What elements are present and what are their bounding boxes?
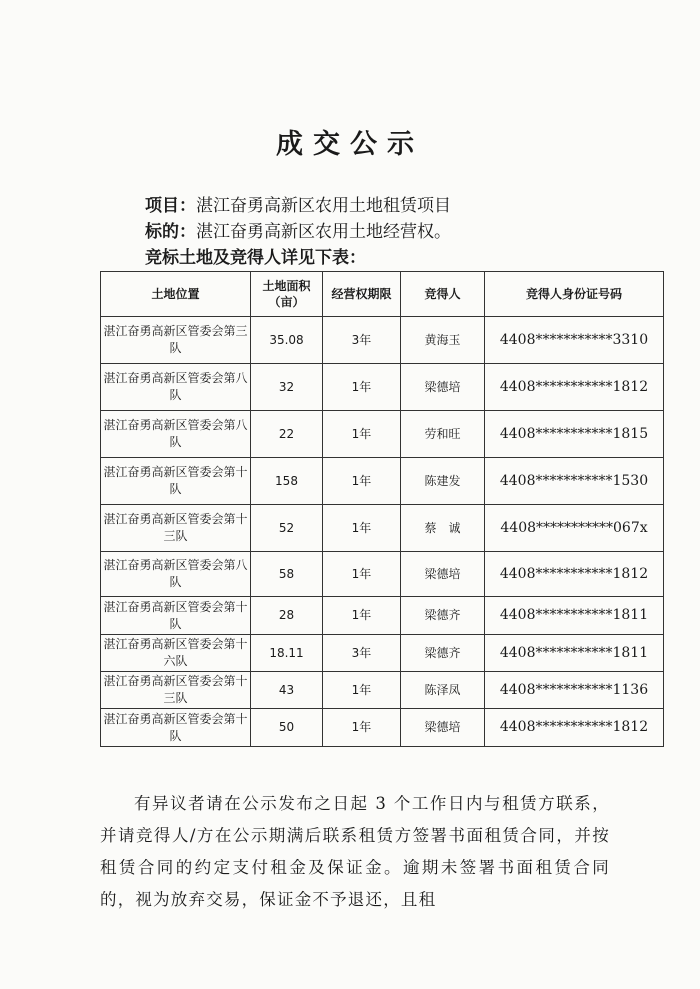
cell-area: 28 — [251, 597, 323, 635]
cell-location: 湛江奋勇高新区管委会第十队 — [101, 458, 251, 505]
cell-term: 1年 — [323, 552, 401, 597]
cell-term: 1年 — [323, 709, 401, 747]
cell-winner: 梁德培 — [401, 364, 485, 411]
cell-area: 18.11 — [251, 635, 323, 672]
cell-id: 4408***********1136 — [485, 672, 664, 709]
cell-area: 22 — [251, 411, 323, 458]
cell-area: 32 — [251, 364, 323, 411]
table-row — [101, 317, 664, 364]
cell-area: 52 — [251, 505, 323, 552]
cell-winner: 蔡 诚 — [401, 505, 485, 552]
subject-line — [145, 220, 451, 245]
cell-term: 1年 — [323, 411, 401, 458]
cell-location: 湛江奋勇高新区管委会第八队 — [101, 364, 251, 411]
cell-id: 4408***********1811 — [485, 597, 664, 635]
table-row — [101, 672, 664, 709]
table-row — [101, 597, 664, 635]
header-area: 土地面积（亩） — [251, 272, 323, 317]
cell-id: 4408***********3310 — [485, 317, 664, 364]
cell-winner: 黄海玉 — [401, 317, 485, 364]
header-id: 竞得人身份证号码 — [485, 272, 664, 317]
cell-term: 3年 — [323, 635, 401, 672]
table-row — [101, 505, 664, 552]
cell-area: 50 — [251, 709, 323, 747]
cell-term: 1年 — [323, 672, 401, 709]
cell-area: 43 — [251, 672, 323, 709]
project-line — [145, 194, 451, 219]
table-row — [101, 411, 664, 458]
cell-id: 4408***********1812 — [485, 364, 664, 411]
cell-winner: 梁德齐 — [401, 597, 485, 635]
table-header-row — [101, 272, 664, 317]
header-location: 土地位置 — [101, 272, 251, 317]
cell-winner: 梁德培 — [401, 552, 485, 597]
table-row — [101, 635, 664, 672]
header-term: 经营权期限 — [323, 272, 401, 317]
cell-term: 1年 — [323, 364, 401, 411]
notice-paragraph: 有异议者请在公示发布之日起 3 个工作日内与租赁方联系，并请竞得人/方在公示期满后联系租赁方签署书面租赁合同，并按租赁合同的约定支付租金及保证金。逾期未签署书面租赁合同的，视为放弃交易，保证金不予退还，且租 — [100, 794, 610, 909]
table-row — [101, 552, 664, 597]
cell-id: 4408***********1812 — [485, 709, 664, 747]
cell-area: 35.08 — [251, 317, 323, 364]
cell-location: 湛江奋勇高新区管委会第十三队 — [101, 505, 251, 552]
cell-id: 4408***********067x — [485, 505, 664, 552]
cell-location: 湛江奋勇高新区管委会第十六队 — [101, 635, 251, 672]
cell-term: 1年 — [323, 458, 401, 505]
cell-id: 4408***********1815 — [485, 411, 664, 458]
cell-location: 湛江奋勇高新区管委会第十三队 — [101, 672, 251, 709]
cell-winner: 陈建发 — [401, 458, 485, 505]
cell-location: 湛江奋勇高新区管委会第八队 — [101, 411, 251, 458]
cell-winner: 陈泽凤 — [401, 672, 485, 709]
subject-label: 标的： — [145, 222, 196, 242]
cell-winner: 梁德培 — [401, 709, 485, 747]
cell-id: 4408***********1530 — [485, 458, 664, 505]
table-row — [101, 709, 664, 747]
cell-id: 4408***********1811 — [485, 635, 664, 672]
cell-winner: 劳和旺 — [401, 411, 485, 458]
table-row — [101, 364, 664, 411]
cell-term: 1年 — [323, 597, 401, 635]
page-title: 成交公示 — [276, 129, 424, 160]
table-intro: 竞标土地及竞得人详见下表： — [145, 248, 366, 268]
subject-value: 湛江奋勇高新区农用土地经营权。 — [196, 222, 451, 242]
cell-location: 湛江奋勇高新区管委会第八队 — [101, 552, 251, 597]
cell-location: 湛江奋勇高新区管委会第三队 — [101, 317, 251, 364]
header-winner: 竞得人 — [401, 272, 485, 317]
cell-winner: 梁德齐 — [401, 635, 485, 672]
cell-area: 58 — [251, 552, 323, 597]
project-value: 湛江奋勇高新区农用土地租赁项目 — [196, 196, 451, 216]
project-label: 项目： — [145, 196, 196, 216]
cell-area: 158 — [251, 458, 323, 505]
cell-location: 湛江奋勇高新区管委会第十队 — [101, 709, 251, 747]
cell-id: 4408***********1812 — [485, 552, 664, 597]
cell-location: 湛江奋勇高新区管委会第十队 — [101, 597, 251, 635]
bid-results-table — [100, 271, 664, 747]
cell-term: 3年 — [323, 317, 401, 364]
cell-term: 1年 — [323, 505, 401, 552]
table-row — [101, 458, 664, 505]
